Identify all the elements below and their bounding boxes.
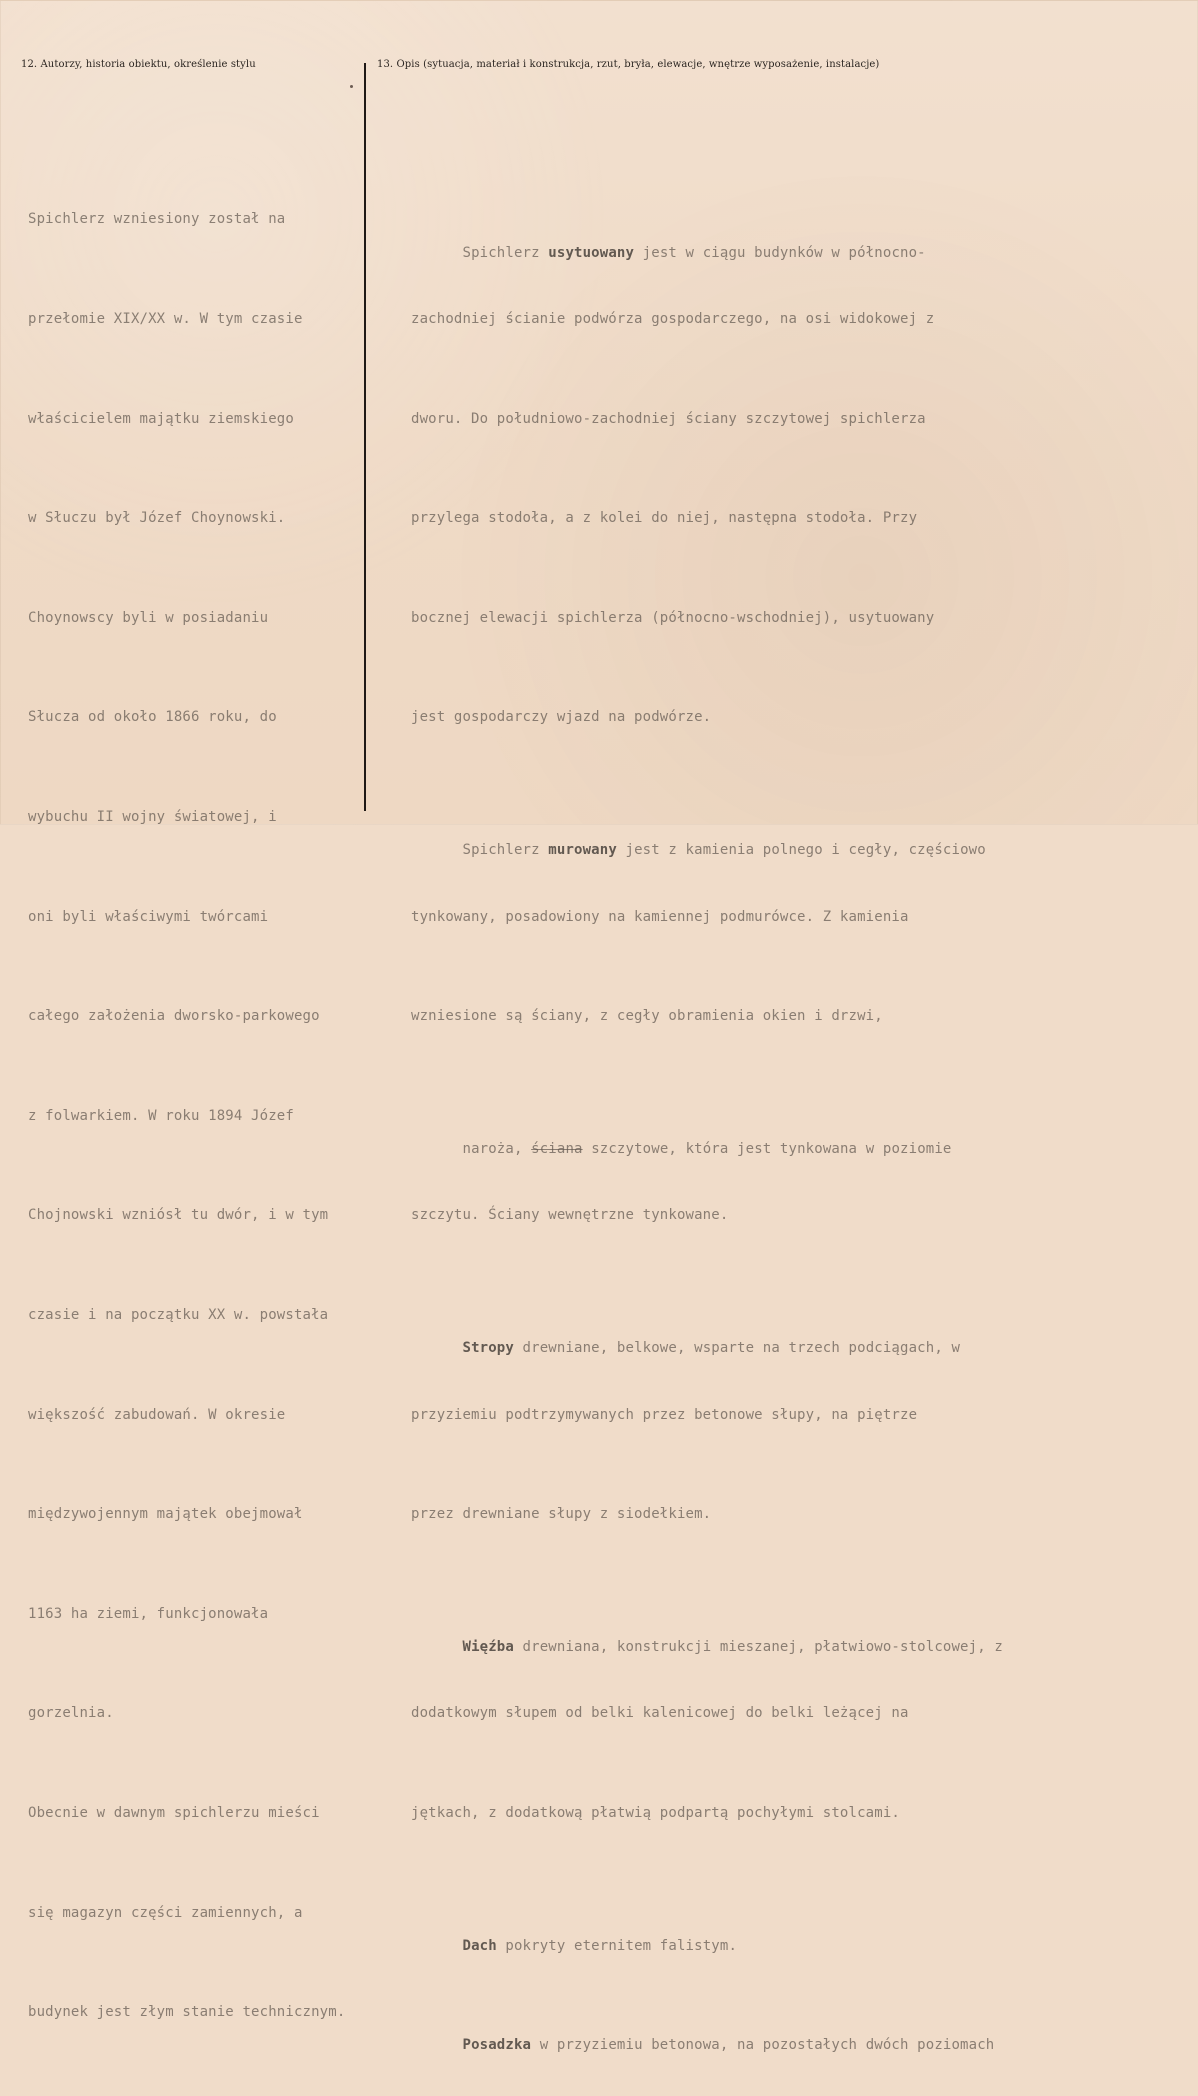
keyword-murowany: murowany bbox=[548, 842, 617, 859]
text-segment: Spichlerz bbox=[462, 244, 549, 261]
section-12-header: 12. Autorzy, historia obiektu, określenie stylu bbox=[21, 59, 256, 70]
keyword-usytuowany: usytuowany bbox=[548, 244, 635, 261]
left-line: wybuchu II wojny światowej, i bbox=[28, 808, 277, 825]
right-line bbox=[411, 1897, 1171, 1954]
left-line: przełomie XIX/XX w. W tym czasie bbox=[28, 311, 303, 327]
text-segment: szczytowe bbox=[582, 1140, 669, 1157]
text-segment: pokryty eternitem falistym. bbox=[496, 1937, 738, 1954]
right-line: wzniesione są ściany, z cegły obramienia okien i drzwi, bbox=[411, 1008, 883, 1025]
keyword-posadzka: Posadzka bbox=[462, 2037, 532, 2054]
keyword-stropy: Stropy bbox=[462, 1340, 514, 1357]
right-line: dodatkowym słupem od belki kalenicowej do belki leżącej na bbox=[411, 1705, 909, 1722]
left-line: z folwarkiem. W roku 1894 Józef bbox=[28, 1107, 294, 1124]
right-line: zachodniej ścianie podwórza gospodarczego, na osi widokowej z bbox=[411, 311, 935, 327]
right-line bbox=[411, 1100, 1171, 1157]
left-line: w Słuczu był Józef Choynowski. bbox=[28, 510, 286, 527]
text-segment: drewniana, konstrukcji mieszanej, płatwiowo-stolcowej, z bbox=[513, 1638, 1003, 1655]
right-line: przyziemiu podtrzymywanych przez betonowe słupy, na piętrze bbox=[411, 1406, 918, 1423]
keyword-dach: Dach bbox=[462, 1937, 497, 1954]
left-line: czasie i na początku XX w. powstała bbox=[28, 1306, 329, 1323]
left-line: właścicielem majątku ziemskiego bbox=[28, 410, 294, 427]
right-line: tynkowany, posadowiony na kamiennej podmurówce. Z kamienia bbox=[411, 908, 909, 925]
right-line: jętkach, z dodatkową płatwią podpartą pochyłymi stolcami. bbox=[411, 1804, 900, 1821]
right-line: dworu. Do południowo-zachodniej ściany szczytowej spichlerza bbox=[411, 410, 926, 427]
left-line: międzywojennym majątek obejmował bbox=[28, 1506, 303, 1523]
left-line: całego założenia dworsko-parkowego bbox=[28, 1008, 320, 1025]
left-line: oni byli właściwymi twórcami bbox=[28, 908, 269, 925]
left-line: się magazyn części zamiennych, a bbox=[28, 1904, 303, 1921]
right-line bbox=[411, 1299, 1171, 1357]
text-segment: Spichlerz bbox=[462, 842, 549, 859]
ink-dot bbox=[350, 85, 353, 88]
text-segment: naroża, bbox=[462, 1140, 532, 1157]
right-line: jest gospodarczy wjazd na podwórze. bbox=[411, 709, 712, 726]
right-line: przez drewniane słupy z siodełkiem. bbox=[411, 1506, 712, 1523]
left-line: Chojnowski wzniósł tu dwór, i w tym bbox=[28, 1207, 329, 1224]
left-line: 1163 ha ziemi, funkcjonowała bbox=[28, 1605, 269, 1622]
left-line: większość zabudowań. W okresie bbox=[28, 1406, 286, 1423]
right-line: przylega stodoła, a z kolei do niej, następna stodoła. Przy bbox=[411, 510, 918, 527]
left-line: Obecnie w dawnym spichlerzu mieści bbox=[28, 1804, 320, 1821]
text-segment: drewniane, belkowe, wsparte na trzech podciągach, w bbox=[513, 1340, 961, 1357]
right-line bbox=[411, 1996, 1171, 2054]
column-divider bbox=[364, 63, 366, 811]
right-line bbox=[411, 203, 1171, 261]
struck-text: ściana bbox=[531, 1140, 583, 1157]
right-line: szczytu. Ściany wewnętrzne tynkowane. bbox=[411, 1207, 729, 1224]
left-line: budynek jest złym stanie technicznym. bbox=[28, 2004, 346, 2021]
text-segment: jest w ciągu budynków w północno- bbox=[634, 244, 926, 261]
right-line bbox=[411, 1598, 1171, 1655]
keyword-wiezba: Więźba bbox=[462, 1638, 514, 1655]
right-line: bocznej elewacji spichlerza (północno-wschodniej), usytuowany bbox=[411, 609, 935, 626]
left-line: Choynowscy byli w posiadaniu bbox=[28, 609, 269, 626]
text-segment: , która jest tynkowana w poziomie bbox=[668, 1140, 952, 1157]
left-line: Słucza od około 1866 roku, do bbox=[28, 709, 277, 726]
text-segment: jest z kamienia polnego i cegły, częściowo bbox=[616, 842, 986, 859]
left-column-text bbox=[28, 137, 360, 2096]
section-13-header: 13. Opis (sytuacja, materiał i konstrukcja, rzut, bryła, elewacje, wnętrze wyposażenie, instalacje) bbox=[377, 59, 880, 70]
text-segment: w przyziemiu betonowa, na pozostałych dwóch poziomach bbox=[531, 2037, 995, 2054]
right-column-text bbox=[411, 137, 1171, 2096]
left-line: gorzelnia. bbox=[28, 1705, 114, 1722]
right-line bbox=[411, 801, 1171, 859]
left-line: Spichlerz wzniesiony został na bbox=[28, 211, 286, 228]
